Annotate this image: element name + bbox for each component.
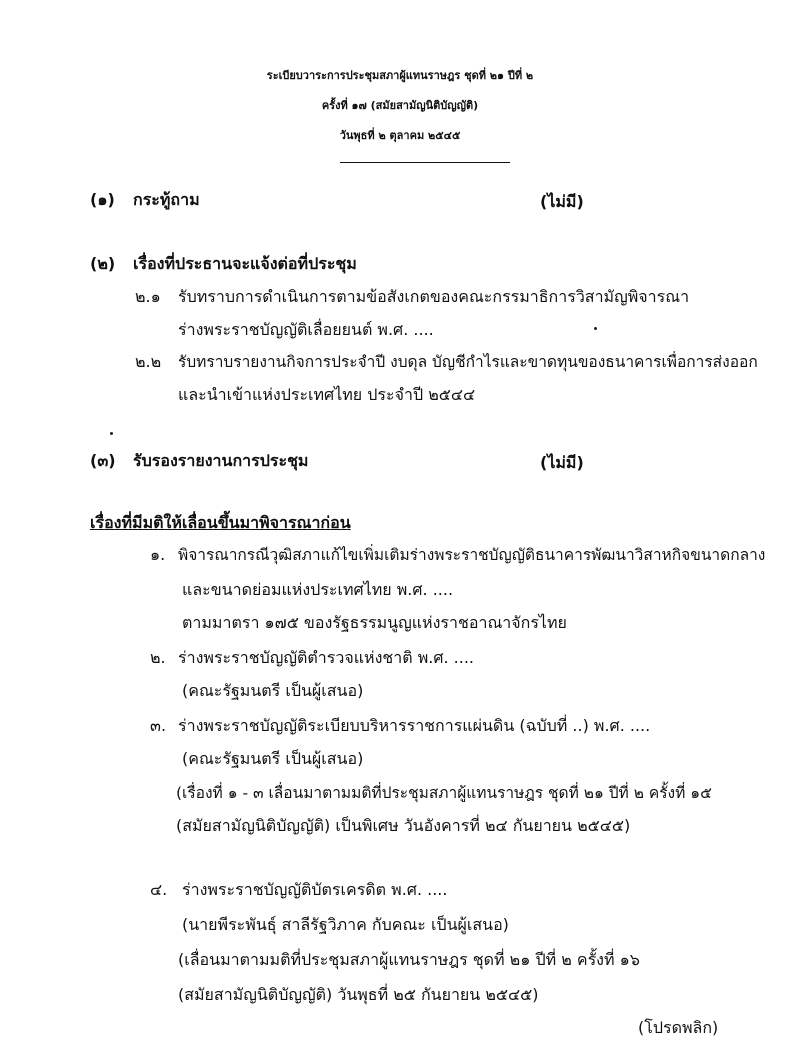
item-2-2-text-cont: และนำเข้าแห่งประเทศไทย ประจำปี ๒๕๔๔: [178, 385, 476, 404]
priority-item-4-line: (เลื่อนมาตามมติที่ประชุมสภาผู้แทนราษฎร ชุดที่ ๒๑ ปีที่ ๒ ครั้งที่ ๑๖: [178, 950, 640, 969]
item-2-1-text: รับทราบการดำเนินการตามข้อสังเกตของคณะกรรมาธิการวิสามัญพิจารณา: [178, 287, 690, 306]
priority-item-2-number: ๒.: [150, 648, 166, 667]
priority-item-3-number: ๓.: [150, 716, 167, 735]
section-2-number: (๒): [90, 254, 116, 273]
priority-item-2-line: ร่างพระราชบัญญัติตำรวจแห่งชาติ พ.ศ. ....: [178, 648, 474, 667]
session-number: ครั้งที่ ๑๗ (สมัยสามัญนิติบัญญัติ): [321, 99, 479, 112]
priority-item-3-line: (เรื่องที่ ๑ - ๓ เลื่อนมาตามมติที่ประชุมสภาผู้แทนราษฎร ชุดที่ ๒๑ ปีที่ ๒ ครั้งที่ ๑๕: [176, 784, 712, 802]
meeting-date: วันพุธที่ ๒ ตุลาคม ๒๕๔๕: [339, 129, 461, 142]
priority-item-3-line: ร่างพระราชบัญญัติระเบียบบริหารราชการแผ่นดิน (ฉบับที่ ..) พ.ศ. ....: [178, 716, 651, 735]
section-1-title: กระทู้ถาม: [133, 190, 200, 209]
item-2-2-text: รับทราบรายงานกิจการประจำปี งบดุล บัญชีกำไรและขาดทุนของธนาคารเพื่อการส่งออก: [178, 353, 758, 371]
item-2-1-number: ๒.๑: [135, 287, 161, 306]
scan-speck: [594, 327, 597, 330]
priority-item-3-line: (คณะรัฐมนตรี เป็นผู้เสนอ): [182, 749, 364, 768]
priority-item-4-number: ๔.: [150, 880, 168, 899]
priority-item-4-line: ร่างพระราชบัญญัติบัตรเครดิต พ.ศ. ....: [182, 880, 448, 899]
section-2-title: เรื่องที่ประธานจะแจ้งต่อที่ประชุม: [133, 254, 357, 273]
section-3-number: (๓): [90, 451, 116, 470]
header-divider: [340, 162, 510, 163]
priority-item-4-line: (สมัยสามัญนิติบัญญัติ) วันพุธที่ ๒๕ กันยายน ๒๕๔๕): [178, 985, 539, 1004]
priority-item-1-line: ตามมาตรา ๑๗๕ ของรัฐธรรมนูญแห่งราชอาณาจักรไทย: [182, 613, 567, 632]
section-1-status: (ไม่มี): [540, 192, 584, 211]
agenda-title: ระเบียบวาระการประชุมสภาผู้แทนราษฎร ชุดที่ ๒๑ ปีที่ ๒: [266, 69, 534, 82]
item-2-2-number: ๒.๒: [135, 352, 162, 371]
priority-item-1-number: ๑.: [150, 545, 166, 564]
priority-item-4-line: (นายพีระพันธุ์ สาลีรัฐวิภาค กับคณะ เป็นผู้เสนอ): [182, 915, 509, 934]
priority-item-1-line: พิจารณากรณีวุฒิสภาแก้ไขเพิ่มเติมร่างพระราชบัญญัติธนาคารพัฒนาวิสาหกิจขนาดกลาง: [178, 546, 766, 564]
priority-heading: เรื่องที่มีมติให้เลื่อนขึ้นมาพิจารณาก่อน: [90, 513, 351, 532]
item-2-1-text-cont: ร่างพระราชบัญญัติเลื่อยยนต์ พ.ศ. ....: [178, 320, 434, 339]
priority-item-1-line: และขนาดย่อมแห่งประเทศไทย พ.ศ. ....: [182, 580, 454, 599]
priority-item-2-line: (คณะรัฐมนตรี เป็นผู้เสนอ): [182, 681, 364, 700]
section-1-number: (๑): [90, 190, 115, 209]
priority-item-3-line: (สมัยสามัญนิติบัญญัติ) เป็นพิเศษ วันอังคารที่ ๒๔ กันยายน ๒๕๔๕): [176, 816, 631, 835]
scan-speck: [110, 432, 113, 435]
section-3-status: (ไม่มี): [540, 453, 584, 472]
section-3-title: รับรองรายงานการประชุม: [133, 451, 309, 470]
please-turn-over-note: (โปรดพลิก): [638, 1018, 719, 1037]
